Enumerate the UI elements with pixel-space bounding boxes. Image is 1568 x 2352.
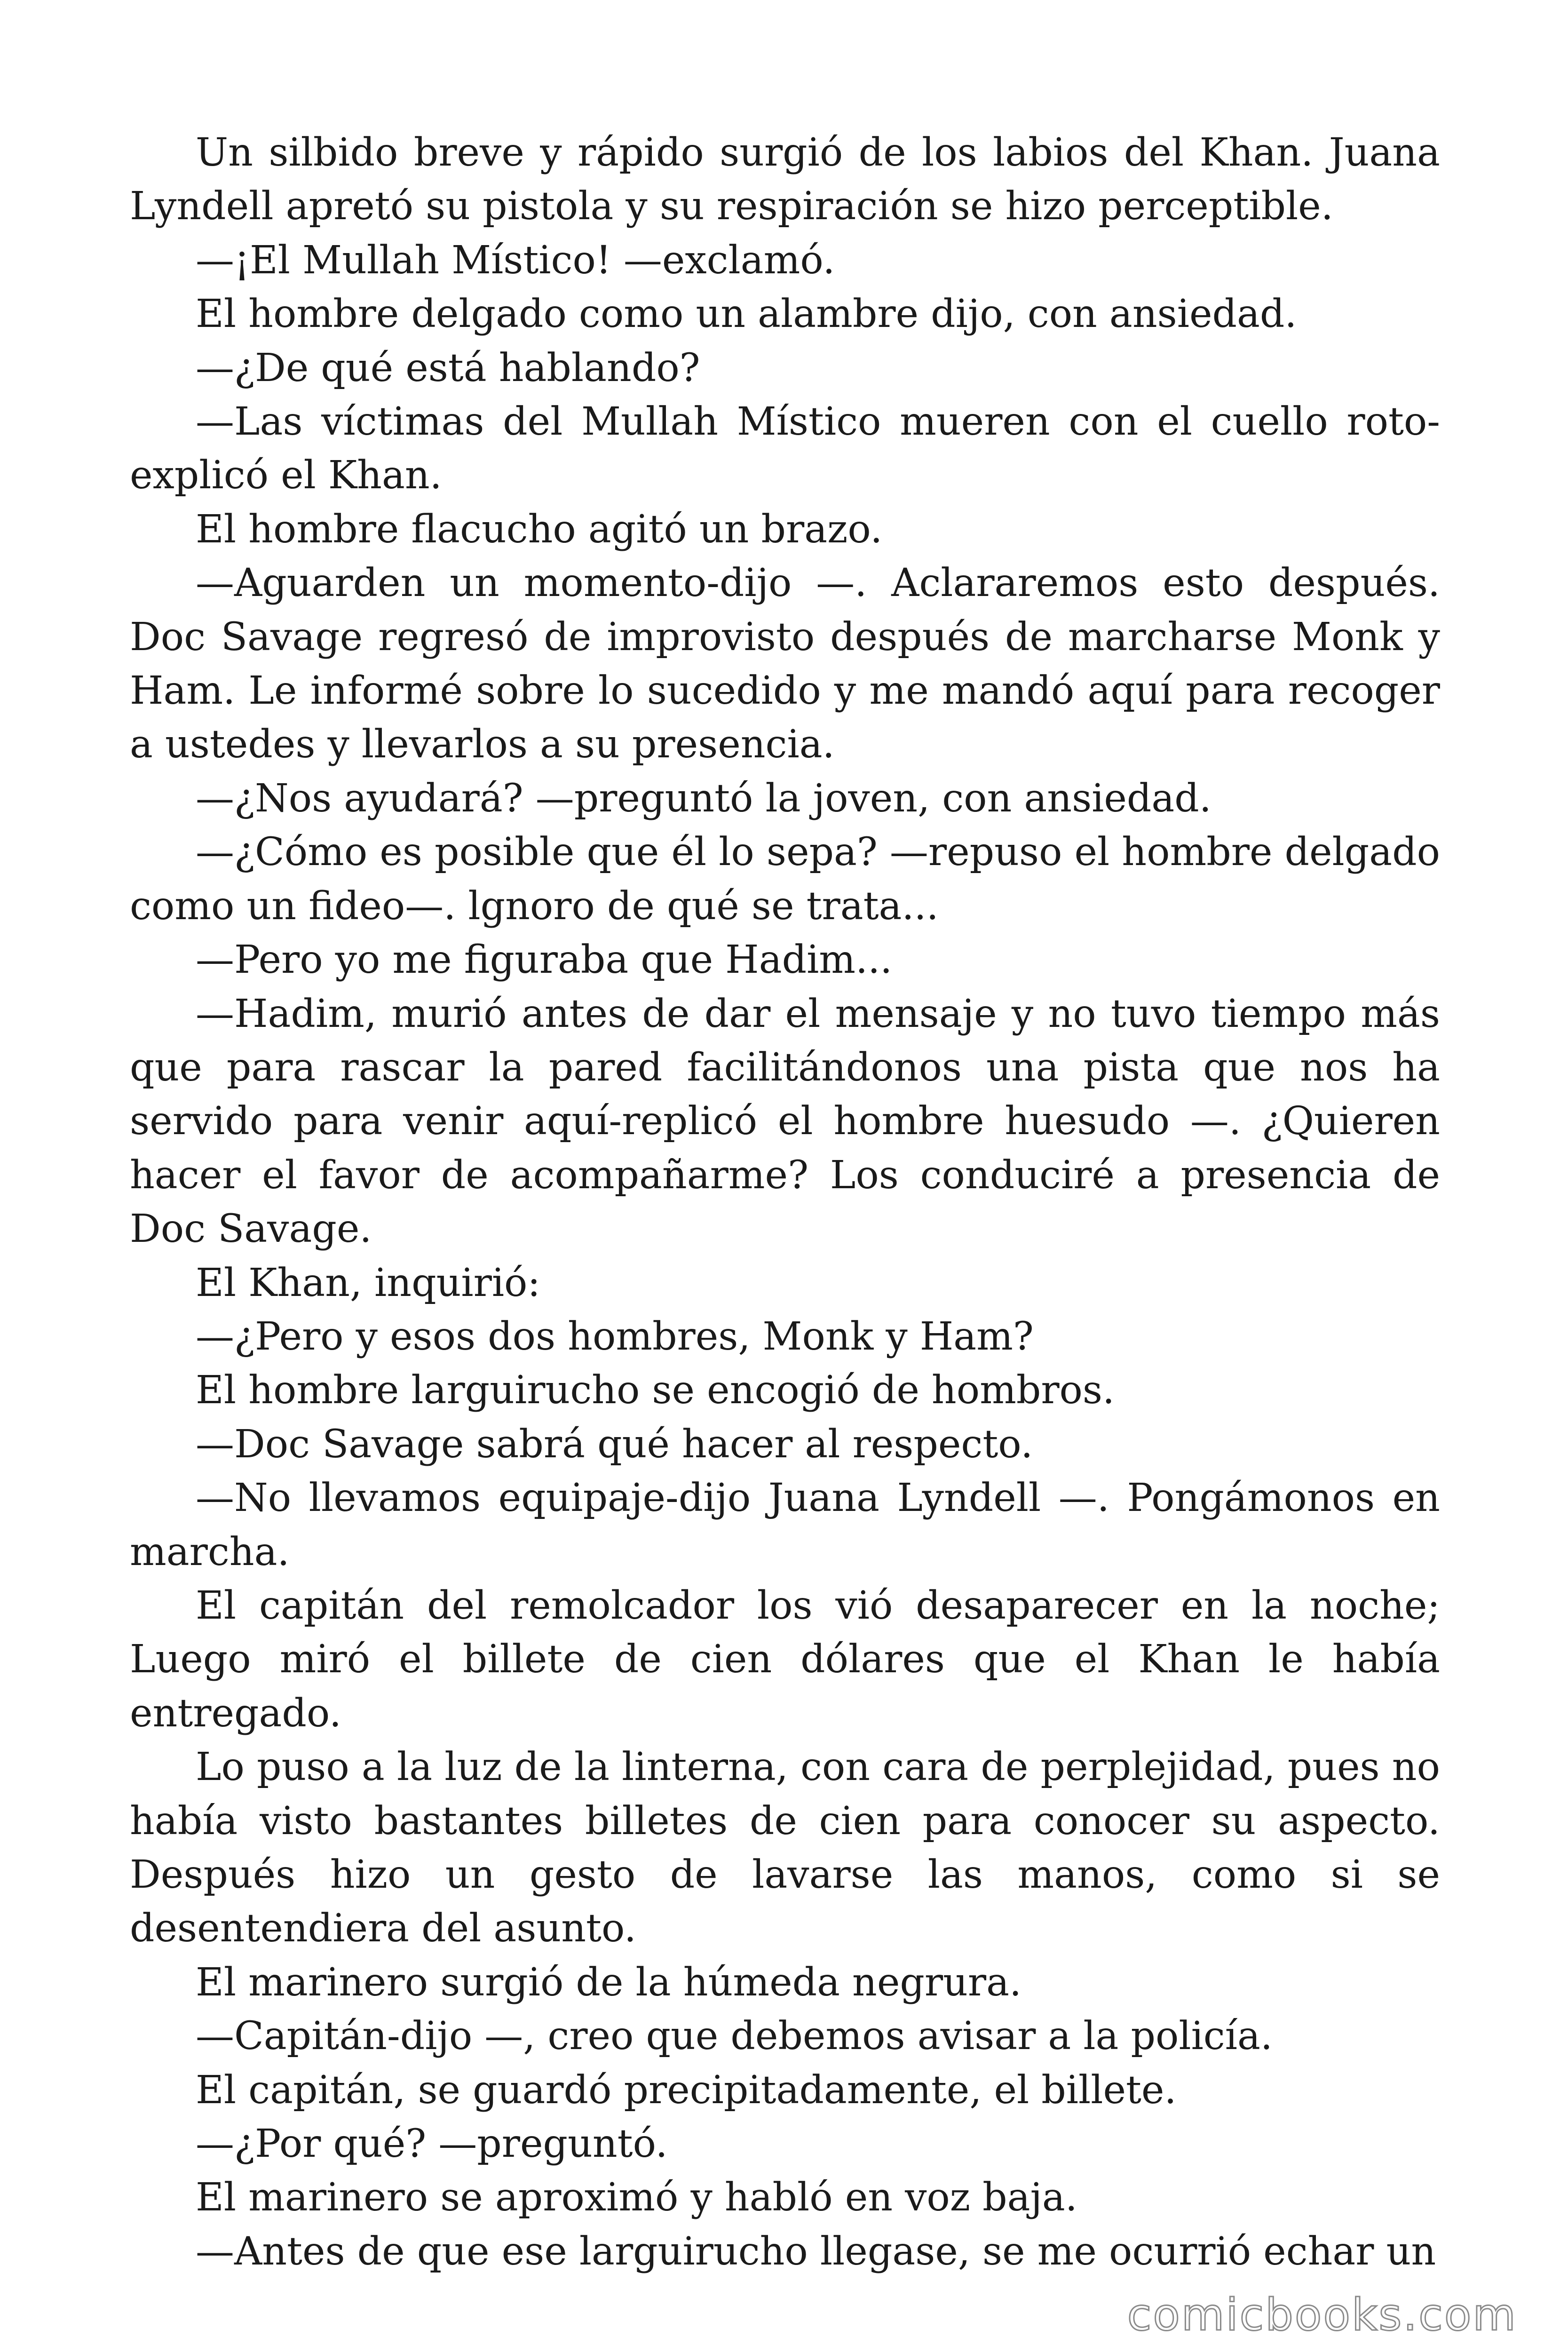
paragraph: El marinero se aproximó y habló en voz baja.	[196, 2175, 1077, 2220]
paragraph: —Pero yo me figuraba que Hadim...	[196, 938, 893, 983]
paragraph: El capitán, se guardó precipitadamente, el billete.	[196, 2067, 1177, 2113]
paragraph: El hombre delgado como un alambre dijo, con ansiedad.	[196, 292, 1297, 337]
paragraph: —¿De qué está hablando?	[196, 345, 700, 390]
paragraph: —Hadim, murió antes de dar el mensaje y no tuvo tiempo más que para rascar la pared facilitándonos una pista que nos ha servido para venir aquí-replicó el hombre huesudo —. ¿Quieren hacer el favor de acompañarme? Los conduciré a presencia de Doc Savage.	[130, 991, 1440, 1252]
paragraph: —¿Cómo es posible que él lo sepa? —repuso el hombre delgado como un fideo—. lgnoro de qué se trata...	[130, 830, 1440, 929]
paragraph: —Aguarden un momento-dijo —. Aclararemos esto después. Doc Savage regresó de improvisto después de marcharse Monk y Ham. Le informé sobre lo sucedido y me mandó aquí para recoger a ustedes y llevarlos a su presencia.	[130, 561, 1440, 767]
paragraph: —¡El Mullah Místico! —exclamó.	[196, 238, 835, 283]
paragraph: Lo puso a la luz de la linterna, con cara de perplejidad, pues no había visto bastantes billetes de cien para conocer su aspecto. Después hizo un gesto de lavarse las manos, como si se desentendiera del asunto.	[130, 1745, 1440, 1951]
paragraph: El capitán del remolcador los vió desaparecer en la noche; Luego miró el billete de cien dólares que el Khan le había entregado.	[130, 1583, 1440, 1736]
paragraph: El hombre flacucho agitó un brazo.	[196, 507, 883, 552]
paragraph: Un silbido breve y rápido surgió de los labios del Khan. Juana Lyndell apretó su pistola y su respiración se hizo perceptible.	[130, 130, 1440, 229]
watermark-text: comicbooks.com	[1127, 2289, 1517, 2341]
paragraph: —Antes de que ese larguirucho llegase, se me ocurrió echar un	[196, 2229, 1436, 2274]
paragraph: El hombre larguirucho se encogió de hombros.	[196, 1368, 1115, 1413]
paragraph: —¿Pero y esos dos hombres, Monk y Ham?	[196, 1314, 1034, 1359]
paragraph: —No llevamos equipaje-dijo Juana Lyndell —. Pongámonos en marcha.	[130, 1476, 1440, 1574]
body-text	[130, 126, 1440, 2279]
paragraph: —Capitán-dijo —, creo que debemos avisar a la policía.	[196, 2014, 1273, 2059]
paragraph: El Khan, inquirió:	[196, 1260, 541, 1305]
paragraph: —¿Por qué? —preguntó.	[196, 2122, 668, 2167]
paragraph: —¿Nos ayudará? —preguntó la joven, con ansiedad.	[196, 776, 1212, 821]
paragraph: —Las víctimas del Mullah Místico mueren con el cuello roto-explicó el Khan.	[130, 399, 1440, 498]
paragraph: —Doc Savage sabrá qué hacer al respecto.	[196, 1422, 1033, 1467]
paragraph: El marinero surgió de la húmeda negrura.	[196, 1960, 1022, 2005]
